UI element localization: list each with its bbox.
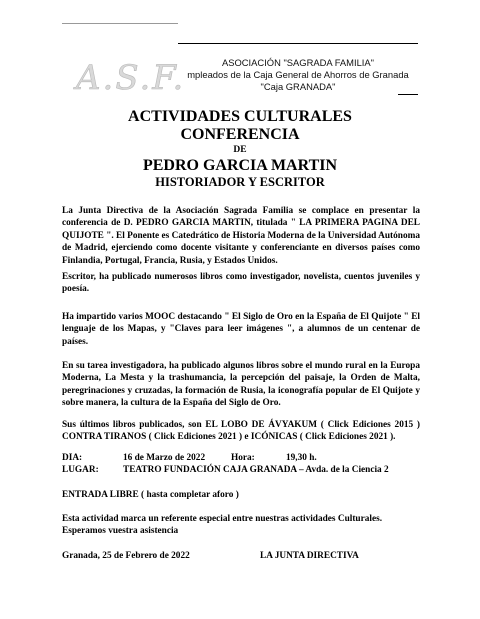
closing-line2: Esperamos vuestra asistencia	[62, 526, 179, 536]
title-activities: ACTIVIDADES CULTURALES	[128, 108, 352, 125]
paragraph-intro: La Junta Directiva de la Asociación Sagrada Familia se complace en presentar la conferencia de D. PEDRO GARCIA MARTIN, titulada " LA PRIMERA PAGINA DEL QUIJOTE ". El Ponente es Catedrático de Historia Moderna de la Universidad Autónoma de Madrid, ejerciendo como docente visitante y conferenciante en diversos países como Finlandia, Portugal, Francia, Rusia, y Estados Unidos.	[62, 206, 420, 266]
top-right-rule	[178, 43, 418, 44]
footer-date: Granada, 25 de Febrero de 2022	[62, 551, 190, 561]
paragraph-books: Sus últimos libros publicados, son EL LOBO DE ÁVYAKUM ( Click Ediciones 2015 ) CONTRA TIRANOS ( Click Ediciones 2021 ) e ICÓNICAS ( Click Ediciones 2021 ).	[62, 420, 420, 443]
lugar-label: LUGAR:	[62, 465, 99, 475]
entrada-libre: ENTRADA LIBRE ( hasta completar aforo )	[62, 490, 239, 500]
assoc-caja: "Caja GRANADA"	[260, 81, 336, 92]
title-conference: CONFERENCIA	[180, 126, 300, 143]
top-left-rule	[62, 23, 178, 24]
hora-label: Hora:	[231, 453, 255, 463]
footer-signature: LA JUNTA DIRECTIVA	[260, 551, 359, 561]
assoc-name: ASOCIACIÓN "SAGRADA FAMILIA"	[221, 57, 374, 68]
header-bottom-rule	[398, 94, 418, 95]
asf-logo	[74, 56, 186, 98]
lugar-value: TEATRO FUNDACIÓN CAJA GRANADA – Avda. de la Ciencia 2	[123, 465, 389, 475]
svg-text:A.S.F.: A.S.F.	[76, 58, 186, 98]
assoc-subtitle: mpleados de la Caja General de Ahorros de Granada	[187, 69, 409, 80]
title-profession: HISTORIADOR Y ESCRITOR	[155, 175, 325, 189]
paragraph-writer: Escritor, ha publicado numerosos libros como investigador, novelista, cuentos juveniles y poesía.	[62, 272, 420, 295]
dia-value: 16 de Marzo de 2022	[123, 453, 206, 463]
closing-line1: Esta actividad marca un referente especial entre nuestras actividades Culturales.	[62, 514, 383, 524]
title-speaker: PEDRO GARCIA MARTIN	[142, 157, 338, 174]
dia-label: DIA:	[62, 453, 83, 463]
paragraph-research: En su tarea investigadora, ha publicado algunos libros sobre el mundo rural en la Europa Moderna, La Mesta y la trashumancia, la percepción del paisaje, la Orden de Malta, peregrinaciones y cruzadas, la formación de Rusia, la iconografía popular de El Quijote y sobre manera, la cultura de la España del Siglo de Oro.	[62, 361, 420, 409]
title-de: DE	[233, 145, 247, 155]
paragraph-mooc: Ha impartido varios MOOC destacando " El Siglo de Oro en la España de El Quijote " El lenguaje de los Mapas, y "Claves para leer imágenes ", a alumnos de un centenar de países.	[62, 312, 420, 347]
hora-value: 19,30 h.	[286, 453, 317, 463]
